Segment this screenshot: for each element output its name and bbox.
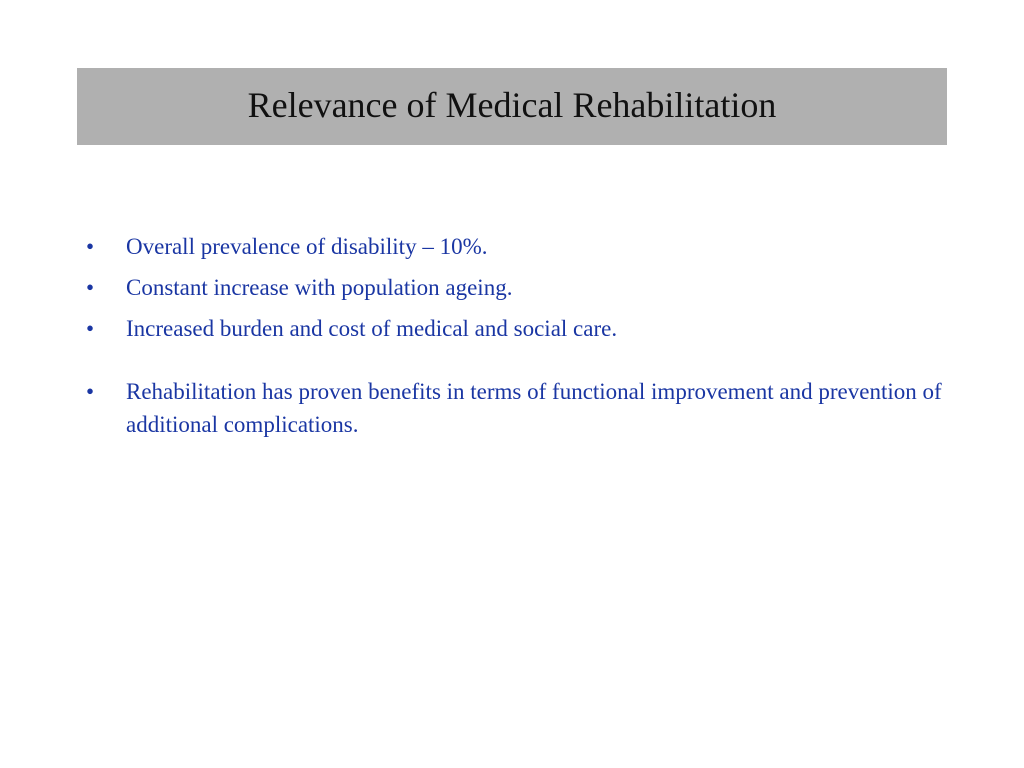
- bullet-text: Increased burden and cost of medical and social care.: [126, 316, 618, 341]
- bullet-text: Constant increase with population ageing.: [126, 275, 513, 300]
- bullet-marker: •: [86, 275, 95, 300]
- title-bar: [77, 68, 947, 145]
- bullet-marker: •: [86, 316, 95, 341]
- bullet-text: Overall prevalence of disability – 10%.: [126, 234, 488, 259]
- bullet-marker: •: [86, 234, 95, 259]
- bullet-item: [86, 230, 946, 263]
- slide-title: Relevance of Medical Rehabilitation: [247, 84, 777, 125]
- bullet-item: [86, 375, 946, 441]
- bullet-marker: •: [86, 379, 95, 404]
- bullet-list: [86, 230, 946, 449]
- bullet-item: [86, 312, 946, 345]
- bullet-text: Rehabilitation has proven benefits in terms of functional improvement and prevention of additional complications.: [126, 379, 942, 437]
- bullet-item: [86, 271, 946, 304]
